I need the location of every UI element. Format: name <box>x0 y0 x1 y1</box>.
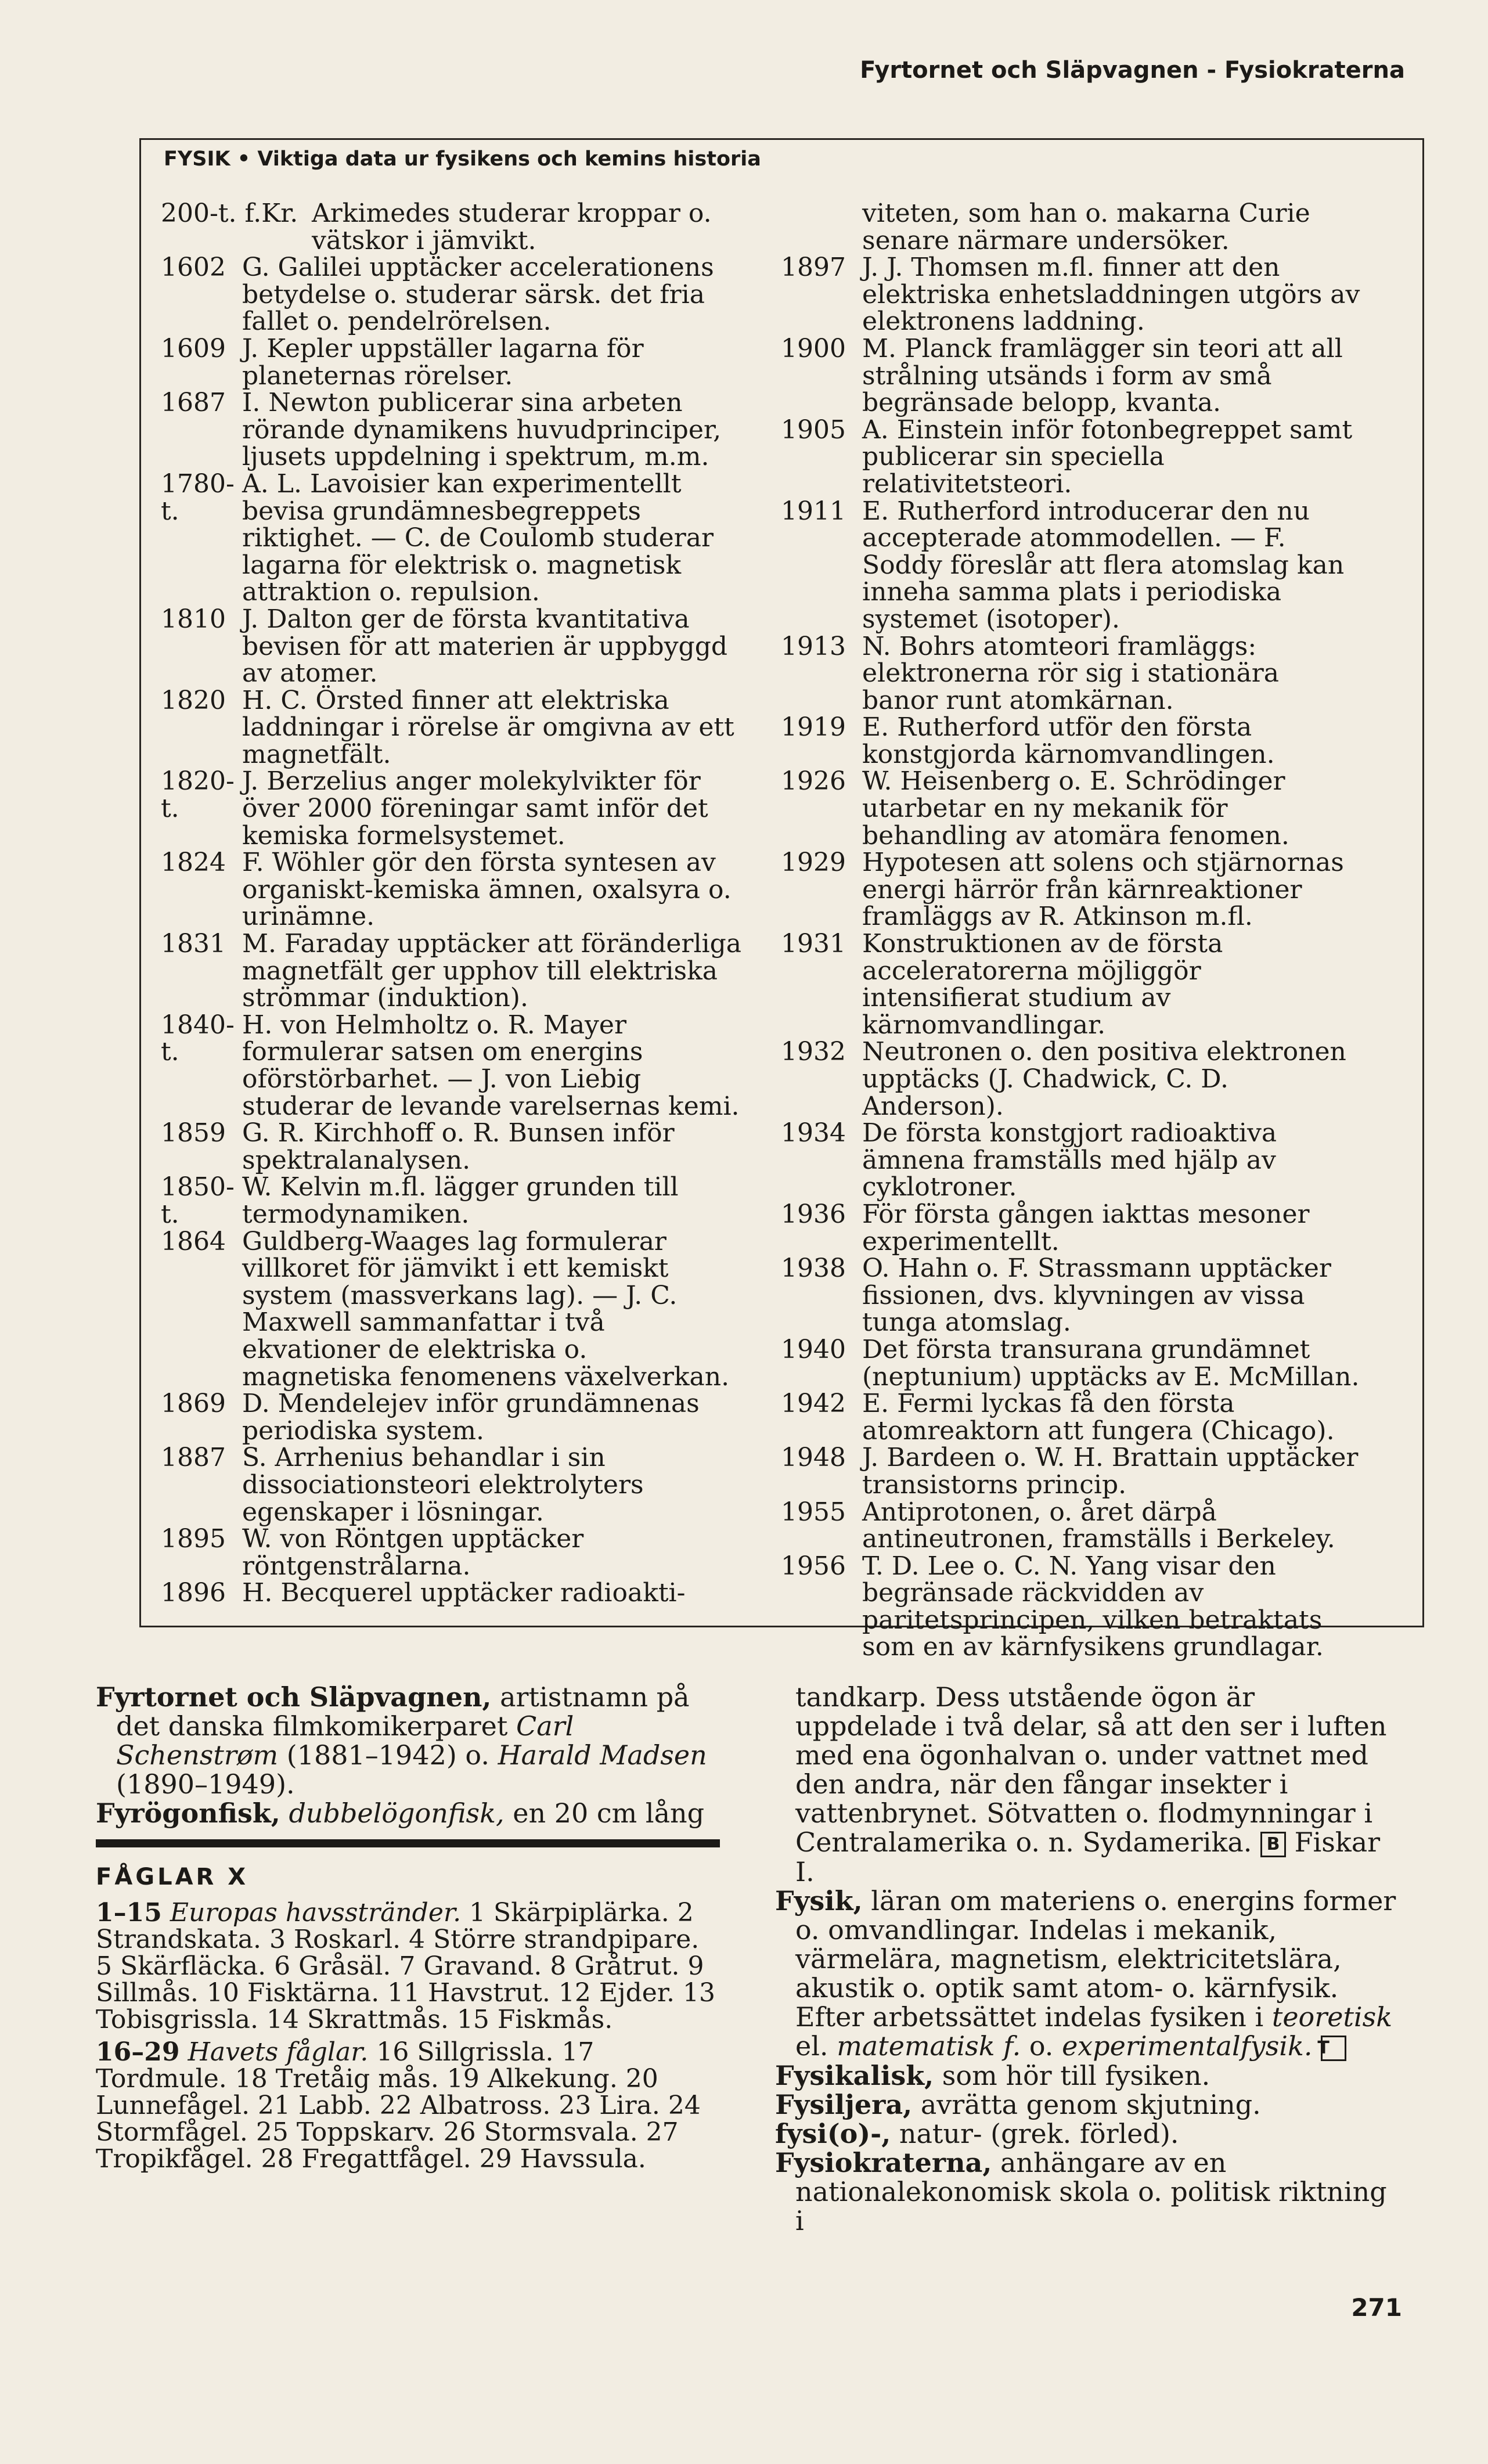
timeline-entry <box>781 1553 1361 1661</box>
timeline-text: M. Faraday upptäcker att föränderliga magnetfält ger upphov till elektriska strömmar (induktion). <box>242 929 741 1013</box>
timeline-text: T. D. Lee o. C. N. Yang visar den begränsade räckvidden av paritetsprincipen, vilken betraktats som en av kärnfysikens grundlagar. <box>862 1551 1324 1662</box>
timeline-text: M. Planck framlägger sin teori att all strålning utsänds i form av små begränsade belopp, kvanta. <box>862 333 1343 418</box>
headword: Fyrtornet och Släpvagnen, <box>96 1681 492 1713</box>
faglar-title: FÅGLAR X <box>96 1864 249 1890</box>
timeline-entry <box>781 1390 1361 1444</box>
timeline-year: 1895 <box>161 1524 226 1554</box>
timeline-text: W. Heisenberg o. E. Schrödinger utarbetar en ny mekanik för behandling av atomära fenomen. <box>862 766 1289 851</box>
timeline-text: J. Bardeen o. W. H. Brattain upptäcker transistorns princip. <box>862 1443 1359 1500</box>
faglar-group-2: 16–29 Havets fåglar. 16 Sillgrissla. 17 Tordmule. 18 Tretåig mås. 19 Alkekung. 20 Lunnefågel. 21 Labb. 22 Albatross. 23 Lira. 24 Stormfågel. 25 Toppskarv. 26 Stormsvala. 27 Tropikfågel. 28 Fregattfågel. 29 Havssula. <box>96 2037 701 2174</box>
timeline-year: 1955 <box>781 1497 846 1527</box>
timeline-entry <box>161 1174 741 1228</box>
timeline-entry <box>781 1444 1361 1498</box>
timeline-year: 1926 <box>781 766 846 797</box>
timeline-text: D. Mendelejev inför grundämnenas periodiska system. <box>242 1389 700 1446</box>
dictionary-left-column <box>96 1683 720 2178</box>
timeline-text: W. Kelvin m.fl. lägger grunden till termodynamiken. <box>242 1172 679 1229</box>
timeline-text: Neutronen o. den positiva elektronen upptäcks (J. Chadwick, C. D. Anderson). <box>862 1037 1346 1121</box>
timeline-text: E. Fermi lyckas få den första atomreaktorn att fungera (Chicago). <box>862 1389 1335 1446</box>
timeline-year: 1824 <box>161 848 226 878</box>
timeline-entry <box>161 1444 741 1526</box>
timeline-entry <box>161 1390 741 1444</box>
entry-fysik: Fysik, läran om materiens o. energins former o. omvandlingar. Indelas i mekanik, värmelära, magnetism, elektricitetslära, akustik o. optik samt atom- o. kärnfysik. Efter arbetssättet indelas fysiken i teoretisk el. matematisk f. o. experimentalfysik. T <box>775 1885 1396 2062</box>
timeline-text: Antiprotonen, o. året därpå antineutronen, framställs i Berkeley. <box>862 1497 1335 1554</box>
timeline-text: De första konstgjort radioaktiva ämnena framställs med hjälp av cyklotroner. <box>862 1118 1277 1202</box>
timeline-year: 1938 <box>781 1253 846 1284</box>
timeline-text: Arkimedes studerar kroppar o. vätskor i jämvikt. <box>312 199 712 255</box>
timeline-year: 1942 <box>781 1389 846 1419</box>
timeline-entry <box>781 1120 1361 1201</box>
timeline-text: I. Newton publicerar sina arbeten rörande dynamikens huvudprinciper, ljusets uppdelning i spektrum, m.m. <box>242 388 722 472</box>
box-separator: • <box>237 147 251 171</box>
box-label: FYSIK <box>164 147 230 171</box>
timeline-text: H. von Helmholtz o. R. Mayer formulerar satsen om energins oförstörbarhet. — J. von Liebig studerar de levande varelsernas kemi. <box>242 1010 740 1121</box>
timeline-year: 1931 <box>781 929 846 959</box>
timeline-right-column <box>781 200 1361 1661</box>
timeline-text: S. Arrhenius behandlar i sin dissociationsteori elektrolyters egenskaper i lösningar. <box>242 1443 644 1527</box>
timeline-text: E. Rutherford utför den första konstgjorda kärnomvandlingen. <box>862 712 1275 769</box>
timeline-year: 1956 <box>781 1551 846 1581</box>
timeline-text: J. Berzelius anger molekylvikter för över 2000 föreningar samt inför det kemiska formelsystemet. <box>242 766 708 851</box>
dictionary-right-column <box>775 1683 1402 2235</box>
timeline-entry <box>161 1012 741 1120</box>
timeline-text: F. Wöhler gör den första syntesen av organiskt-kemiska ämnen, oxalsyra o. urinämne. <box>242 848 732 932</box>
timeline-entry <box>781 1255 1361 1337</box>
timeline-text: A. L. Lavoisier kan experimentellt bevisa grundämnesbegreppets riktighet. — C. de Coulomb studerar lagarna för elektrisk o. magnetisk attraktion o. repulsion. <box>242 469 714 607</box>
timeline-year: 1929 <box>781 848 846 878</box>
timeline-entry <box>781 1499 1361 1553</box>
timeline-year: 1609 <box>161 333 226 363</box>
timeline-entry <box>161 931 741 1012</box>
timeline-text: W. von Röntgen upptäcker röntgenstrålarna. <box>242 1524 584 1581</box>
timeline-entry <box>781 1039 1361 1120</box>
timeline-text: Det första transurana grundämnet (neptunium) upptäcks av E. McMillan. <box>862 1334 1360 1392</box>
timeline-year: 1897 <box>781 253 846 283</box>
headword: Fyrögonfisk, <box>96 1797 280 1829</box>
page-number: 271 <box>1351 2293 1402 2322</box>
timeline-year: 1864 <box>161 1226 226 1256</box>
timeline-entry <box>781 931 1361 1039</box>
timeline-year: 1940 <box>781 1334 846 1364</box>
timeline-entry <box>161 333 741 391</box>
faglar-section <box>96 1863 720 2173</box>
timeline-entry <box>161 687 741 769</box>
timeline-text: A. Einstein inför fotonbegreppet samt publicerar sin speciella relativitetsteori. <box>862 415 1353 499</box>
timeline-entry <box>781 1334 1361 1392</box>
timeline-year: 1913 <box>781 631 846 661</box>
timeline-text: J. Kepler uppställer lagarna för planeternas rörelser. <box>242 333 644 391</box>
timeline-left-column <box>161 200 741 1607</box>
faglar-group-1: 1–15 Europas havsstränder. 1 Skärpiplärka. 2 Strandskata. 3 Roskarl. 4 Större strandpipare. 5 Skärfläcka. 6 Gråsäl. 7 Gravand. 8 Gråtrut. 9 Sillmås. 10 Fisktärna. 11 Havstrut. 12 Ejder. 13 Tobisgrissla. 14 Skrattmås. 15 Fiskmås. <box>96 1898 715 2034</box>
timeline-year: 1869 <box>161 1389 226 1419</box>
timeline-entry <box>781 417 1361 498</box>
plate-marker-icon: B <box>1260 1832 1286 1857</box>
entry-fysiljera: Fysiljera, avrätta genom skjutning. <box>775 2089 1261 2120</box>
timeline-text: Guldberg-Waages lag formulerar villkoret för jämvikt i ett kemiskt system (massverkans lag). — J. C. Maxwell sammanfattar i två ekvationer de elektriska o. magnetiska fenomenens växelverkan. <box>242 1226 730 1392</box>
timeline-year: 1780-t. <box>161 469 235 526</box>
timeline-year: 1687 <box>161 388 226 418</box>
timeline-year: 1820 <box>161 685 226 715</box>
timeline-entry <box>781 498 1361 633</box>
timeline-year: 1936 <box>781 1199 846 1229</box>
timeline-year: 1850-t. <box>161 1172 235 1229</box>
timeline-year: 1919 <box>781 712 846 743</box>
entry-continuation: tandkarp. Dess utstående ögon är uppdelade i två delar, så att den ser i luften med ena ögonhalvan o. under vattnet med den andra, när den fångar insekter i vattenbrynet. Sötvatten o. flodmynningar i Centralamerika o. n. Sydamerika. B Fiskar I. <box>795 1681 1387 1887</box>
timeline-entry <box>161 1526 741 1580</box>
timeline-year: 1932 <box>781 1037 846 1067</box>
timeline-text: Hypotesen att solens och stjärnornas energi härrör från kärnreaktioner framläggs av R. Atkinson m.fl. <box>862 848 1344 932</box>
timeline-entry <box>781 849 1361 931</box>
timeline-entry <box>161 471 741 606</box>
headword: Fysiokraterna, <box>775 2147 992 2178</box>
timeline-text: J. Dalton ger de första kvantitativa bevisen för att materien är uppbyggd av atomer. <box>242 604 728 689</box>
headword: fysi(o)-, <box>775 2118 891 2149</box>
section-rule <box>96 1839 720 1847</box>
timeline-year: 1887 <box>161 1443 226 1473</box>
timeline-year: 1840-t. <box>161 1010 235 1067</box>
headword: Fysikalisk, <box>775 2060 934 2091</box>
headword: Fysik, <box>775 1885 863 1917</box>
timeline-year: 1896 <box>161 1578 226 1608</box>
timeline-entry <box>161 1120 741 1174</box>
timeline-year: 1905 <box>781 415 846 445</box>
timeline-text: O. Hahn o. F. Strassmann upptäcker fissionen, dvs. klyvningen av vissa tunga atomslag. <box>862 1253 1331 1338</box>
timeline-entry <box>781 1201 1361 1255</box>
timeline-entry <box>161 849 741 931</box>
timeline-entry <box>781 633 1361 715</box>
timeline-text: J. J. Thomsen m.fl. finner att den elektriska enhetsladdningen utgörs av elektronens laddning. <box>862 253 1360 337</box>
timeline-year: 1859 <box>161 1118 226 1148</box>
table-marker-icon: T <box>1321 2036 1346 2061</box>
running-head: Fyrtornet och Släpvagnen - Fysiokraterna <box>860 57 1405 84</box>
box-heading: Viktiga data ur fysikens och kemins historia <box>257 147 761 171</box>
timeline-entry <box>781 254 1361 336</box>
timeline-year: 200-t. f.Kr. <box>161 199 298 228</box>
timeline-entry <box>781 714 1361 768</box>
timeline-year: 1934 <box>781 1118 846 1148</box>
entry-fyrogonfisk: Fyrögonfisk, dubbelögonfisk, en 20 cm lång <box>96 1797 705 1829</box>
timeline-text: E. Rutherford introducerar den nu accepterade atommodellen. — F. Soddy föreslår att flera atomslag kan inneha samma plats i periodiska systemet (isotoper). <box>862 496 1345 634</box>
timeline-year: 1900 <box>781 333 846 363</box>
timeline-entry <box>161 1226 741 1392</box>
timeline-year: 1831 <box>161 929 226 959</box>
timeline-text: N. Bohrs atomteori framläggs: elektronerna rör sig i stationära banor runt atomkärnan. <box>862 631 1279 715</box>
entry-fysio: fysi(o)-, natur- (grek. förled). <box>775 2118 1179 2149</box>
timeline-year: 1911 <box>781 496 846 526</box>
timeline-entry <box>161 1580 741 1607</box>
timeline-continuation: viteten, som han o. makarna Curie senare närmare undersöker. <box>862 199 1310 255</box>
timeline-entry <box>781 768 1361 849</box>
entry-fysiokraterna: Fysiokraterna, anhängare av en nationalekonomisk skola o. politisk riktning i <box>775 2147 1387 2236</box>
timeline-entry <box>161 768 741 849</box>
timeline-text: Konstruktionen av de första acceleratorerna möjliggör intensifierat studium av kärnomvandlingar. <box>862 929 1223 1040</box>
timeline-entry <box>781 333 1361 418</box>
timeline-text: H. Becquerel upptäcker radioakti- <box>242 1578 686 1608</box>
timeline-entry <box>161 254 741 336</box>
box-title <box>164 147 761 171</box>
timeline-entry <box>161 200 741 254</box>
timeline-year: 1602 <box>161 253 226 283</box>
timeline-text: För första gången iakttas mesoner experimentellt. <box>862 1199 1310 1256</box>
headword: Fysiljera, <box>775 2089 913 2120</box>
timeline-year: 1948 <box>781 1443 846 1473</box>
timeline-year: 1820-t. <box>161 766 235 824</box>
timeline-text: H. C. Örsted finner att elektriska laddningar i rörelse är omgivna av ett magnetfält. <box>242 685 734 769</box>
timeline-text: G. R. Kirchhoff o. R. Bunsen inför spektralanalysen. <box>242 1118 675 1175</box>
entry-fyrtornet: Fyrtornet och Släpvagnen, artistnamn på det danska filmkomikerparet Carl Schenstrøm (1881–1942) o. Harald Madsen (1890–1949). <box>96 1681 707 1800</box>
timeline-year: 1810 <box>161 604 226 634</box>
timeline-entry <box>161 390 741 471</box>
entry-fysikalisk: Fysikalisk, som hör till fysiken. <box>775 2060 1210 2091</box>
timeline-text: G. Galilei upptäcker accelerationens betydelse o. studerar särsk. det fria fallet o. pendelrörelsen. <box>242 253 714 337</box>
timeline-entry <box>161 606 741 687</box>
